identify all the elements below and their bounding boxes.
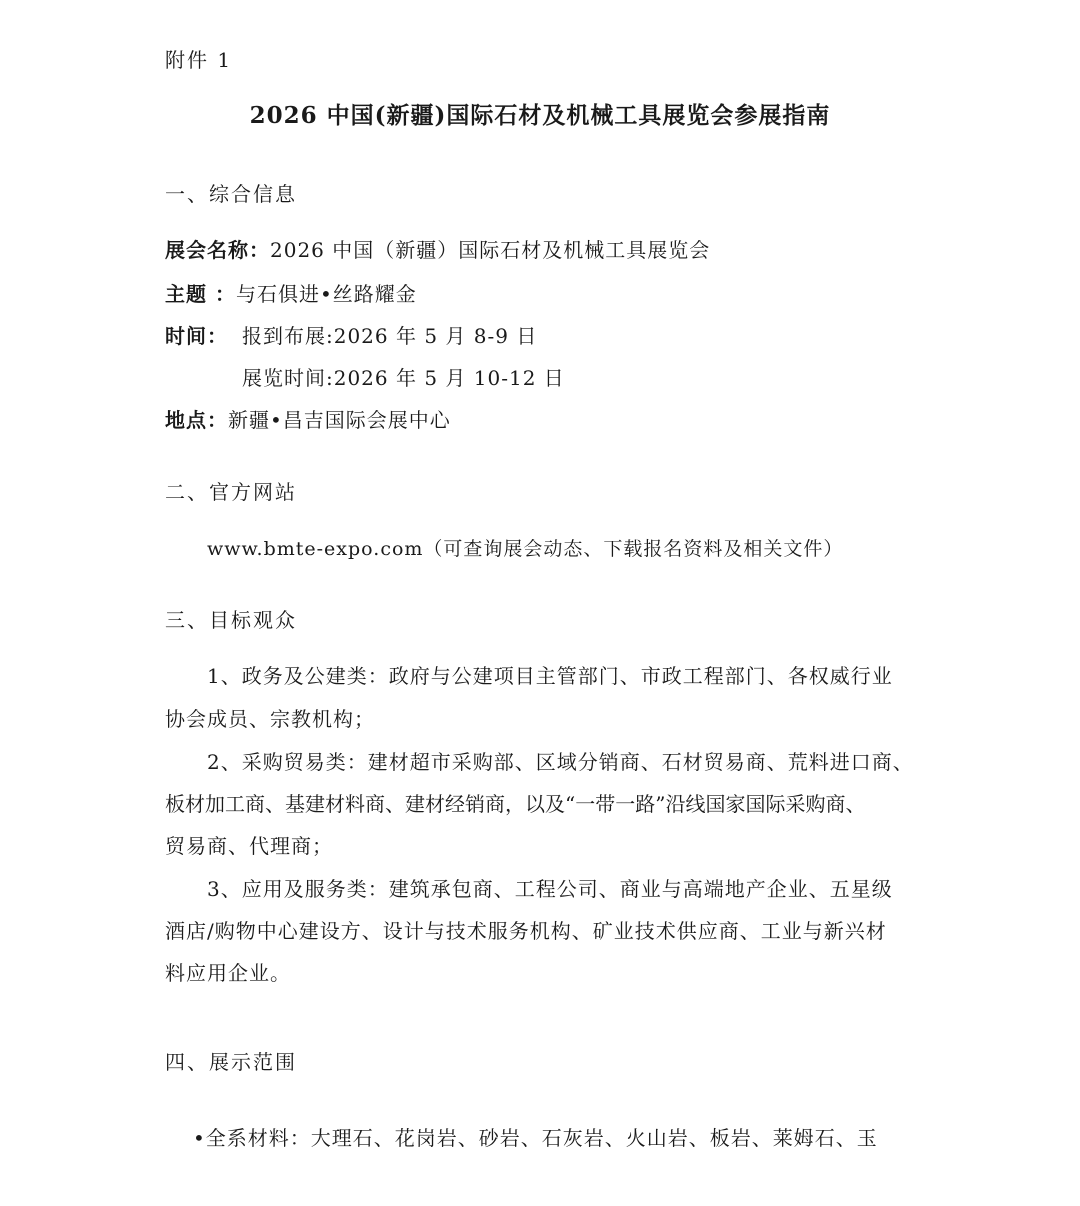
scope-item: [193, 1124, 878, 1152]
section-heading-audience: 三、目标观众: [165, 608, 297, 632]
time-row: [165, 322, 228, 350]
website-line: www.bmte-expo.com（可查询展会动态、下载报名资料及相关文件）: [207, 538, 844, 560]
place-label: 地点：: [165, 408, 228, 432]
scope-item-text: 全系材料：大理石、花岗岩、砂岩、石灰岩、火山岩、板岩、莱姆石、玉: [205, 1126, 878, 1150]
audience-line: 2、采购贸易类：建材超市采购部、区域分销商、石材贸易商、荒料进口商、: [207, 750, 914, 774]
bullet-icon: •: [193, 1126, 206, 1150]
attachment-label: 附件 1: [165, 48, 233, 72]
time-setup: 报到布展:2026 年 5 月 8-9 日: [242, 324, 538, 348]
section-heading-website: 二、官方网站: [165, 480, 297, 504]
expo-name-label: 展会名称：: [165, 238, 270, 262]
audience-line: 协会成员、宗教机构；: [165, 707, 375, 731]
place-value: 新疆•昌吉国际会展中心: [228, 408, 451, 432]
theme-label: 主题 ：: [165, 282, 236, 306]
audience-line: 料应用企业。: [165, 961, 291, 985]
audience-line: 板材加工商、基建材料商、建材经销商，以及“一带一路”沿线国家国际采购商、: [165, 792, 866, 816]
expo-name-row: [165, 236, 710, 264]
time-label: 时间：: [165, 324, 228, 348]
theme-row: [165, 280, 417, 308]
theme-value: 与石俱进•丝路耀金: [235, 282, 417, 306]
expo-name-value: 2026 中国（新疆）国际石材及机械工具展览会: [270, 238, 711, 262]
audience-line: 贸易商、代理商；: [165, 834, 333, 858]
audience-line: 酒店/购物中心建设方、设计与技术服务机构、矿业技术供应商、工业与新兴材: [165, 919, 887, 943]
place-row: [165, 406, 451, 434]
section-heading-general-info: 一、综合信息: [165, 182, 297, 206]
page-title: 2026 中国(新疆)国际石材及机械工具展览会参展指南: [249, 102, 831, 129]
audience-line: 1、政务及公建类：政府与公建项目主管部门、市政工程部门、各权威行业: [207, 664, 893, 688]
section-heading-scope: 四、展示范围: [165, 1050, 297, 1074]
audience-line: 3、应用及服务类：建筑承包商、工程公司、商业与高端地产企业、五星级: [207, 877, 893, 901]
time-show: 展览时间:2026 年 5 月 10-12 日: [242, 366, 565, 390]
